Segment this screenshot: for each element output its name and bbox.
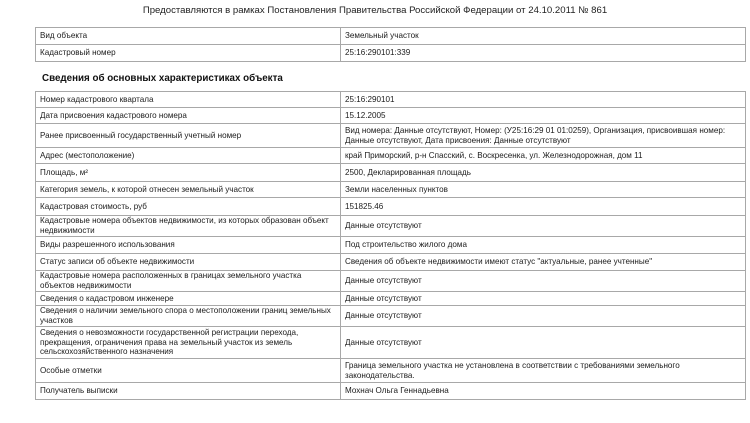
table-row <box>36 306 746 327</box>
row-value: Под строительство жилого дома <box>341 237 746 254</box>
row-value: Данные отсутствуют <box>341 292 746 306</box>
row-label: Кадастровая стоимость, руб <box>36 198 341 216</box>
table-row <box>36 148 746 164</box>
table-row <box>36 271 746 292</box>
table-row <box>36 198 746 216</box>
table-row <box>36 164 746 182</box>
row-value: Данные отсутствуют <box>341 327 746 359</box>
table-row <box>36 216 746 237</box>
row-value: Данные отсутствуют <box>341 216 746 237</box>
row-label: Кадастровый номер <box>36 45 341 62</box>
table-row <box>36 254 746 271</box>
row-label: Категория земель, к которой отнесен земельный участок <box>36 182 341 198</box>
row-label: Особые отметки <box>36 359 341 383</box>
row-value: Мохнач Ольга Геннадьевна <box>341 383 746 400</box>
table-row <box>36 45 746 62</box>
row-label: Получатель выписки <box>36 383 341 400</box>
row-value: 151825.46 <box>341 198 746 216</box>
table-row <box>36 327 746 359</box>
row-label: Кадастровые номера объектов недвижимости, из которых образован объект недвижимости <box>36 216 341 237</box>
row-value: Данные отсутствуют <box>341 306 746 327</box>
section-title: Сведения об основных характеристиках объекта <box>42 73 283 84</box>
row-value: Земли населенных пунктов <box>341 182 746 198</box>
table-row <box>36 182 746 198</box>
table-row <box>36 292 746 306</box>
row-value: 25:16:290101 <box>341 92 746 108</box>
object-table <box>35 27 746 62</box>
table-row <box>36 359 746 383</box>
row-label: Дата присвоения кадастрового номера <box>36 108 341 124</box>
row-label: Сведения о наличии земельного спора о местоположении границ земельных участков <box>36 306 341 327</box>
row-value: 15.12.2005 <box>341 108 746 124</box>
characteristics-table <box>35 91 746 400</box>
row-value: Сведения об объекте недвижимости имеют статус "актуальные, ранее учтенные" <box>341 254 746 271</box>
row-label: Ранее присвоенный государственный учетный номер <box>36 124 341 148</box>
row-value: Граница земельного участка не установлена в соответствии с требованиями земельного законодательства. <box>341 359 746 383</box>
row-label: Номер кадастрового квартала <box>36 92 341 108</box>
header-title: Предоставляются в рамках Постановления Правительства Российской Федерации от 24.10.2011 № 861 <box>142 5 608 16</box>
row-label: Виды разрешенного использования <box>36 237 341 254</box>
row-label: Вид объекта <box>36 28 341 45</box>
row-label: Сведения о кадастровом инженере <box>36 292 341 306</box>
row-label: Адрес (местоположение) <box>36 148 341 164</box>
row-value: Земельный участок <box>341 28 746 45</box>
table-row <box>36 124 746 148</box>
row-value: Данные отсутствуют <box>341 271 746 292</box>
table-row <box>36 92 746 108</box>
row-label: Статус записи об объекте недвижимости <box>36 254 341 271</box>
row-label: Сведения о невозможности государственной регистрации перехода, прекращения, ограничения права на земельный участок из земель сельскохозяйственного назначения <box>36 327 341 359</box>
row-label: Кадастровые номера расположенных в границах земельного участка объектов недвижимости <box>36 271 341 292</box>
table-row <box>36 383 746 400</box>
row-value: 2500, Декларированная площадь <box>341 164 746 182</box>
row-value: 25:16:290101:339 <box>341 45 746 62</box>
table-row <box>36 237 746 254</box>
row-value: Вид номера: Данные отсутствуют, Номер: (У25:16:29 01 01:0259), Организация, присвоившая номер: Данные отсутствуют, Дата присвоения: Данные отсутствуют <box>341 124 746 148</box>
table-row <box>36 28 746 45</box>
row-value: край Приморский, р-н Спасский, с. Воскресенка, ул. Железнодорожная, дом 11 <box>341 148 746 164</box>
row-label: Площадь, м² <box>36 164 341 182</box>
table-row <box>36 108 746 124</box>
